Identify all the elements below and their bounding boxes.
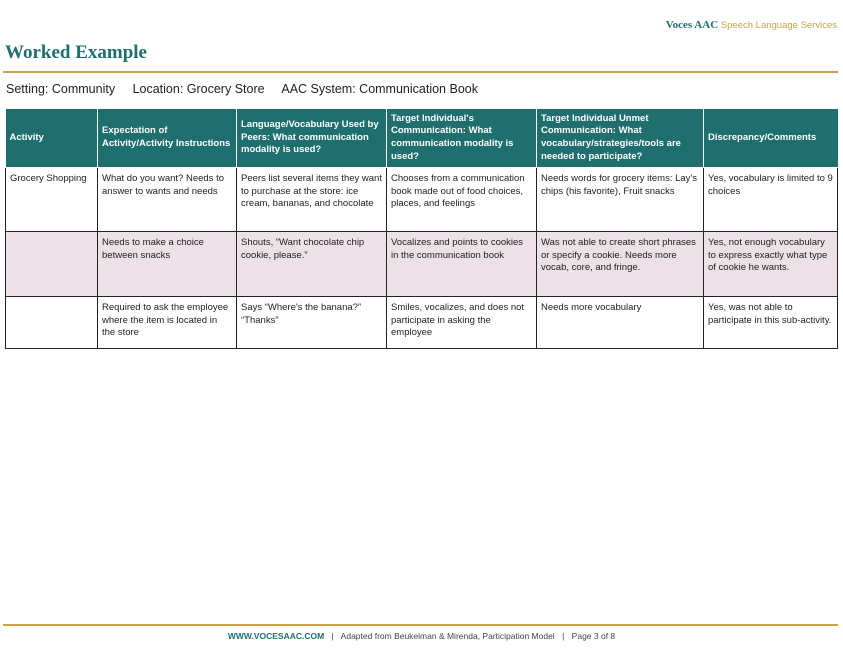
table-cell: Yes, was not able to participate in this sub-activity. <box>704 297 838 349</box>
table-cell: Yes, not enough vocabulary to express exactly what type of cookie he wants. <box>704 232 838 297</box>
table-header-row <box>6 109 838 168</box>
column-header: Discrepancy/Comments <box>704 109 838 168</box>
table-cell: Was not able to create short phrases or specify a cookie. Needs more vocab, core, and fringe. <box>537 232 704 297</box>
footer-credit: Adapted from Beukelman & Mirenda, Participation Model <box>340 631 555 641</box>
column-header: Expectation of Activity/Activity Instructions <box>98 109 237 168</box>
table-cell: Peers list several items they want to purchase at the store: ice cream, bananas, and chocolate <box>237 168 387 232</box>
brand-name: Voces AAC <box>665 19 719 31</box>
footer-separator: | <box>331 631 334 641</box>
setting-line <box>6 82 492 96</box>
table-cell <box>6 232 98 297</box>
table-cell: Smiles, vocalizes, and does not participate in asking the employee <box>387 297 537 349</box>
table-cell: Chooses from a communication book made out of food choices, places, and feelings <box>387 168 537 232</box>
setting-label: Setting: Community <box>6 82 116 96</box>
location-label: Location: Grocery Store <box>132 82 265 96</box>
header-divider <box>3 71 838 73</box>
table-cell: Yes, vocabulary is limited to 9 choices <box>704 168 838 232</box>
column-header: Target Individual's Communication: What communication modality is used? <box>387 109 537 168</box>
table-cell: Vocalizes and points to cookies in the communication book <box>387 232 537 297</box>
table-cell: Required to ask the employee where the item is located in the store <box>98 297 237 349</box>
page-footer <box>0 631 843 641</box>
column-header: Activity <box>6 109 98 168</box>
column-header: Target Individual Unmet Communication: What vocabulary/strategies/tools are needed to participate? <box>537 109 704 168</box>
table-cell: What do you want? Needs to answer to wants and needs <box>98 168 237 232</box>
column-header: Language/Vocabulary Used by Peers: What communication modality is used? <box>237 109 387 168</box>
brand-header <box>666 19 837 31</box>
aac-system-label: AAC System: Communication Book <box>281 82 478 96</box>
table-row <box>6 168 838 232</box>
brand-tagline: Speech Language Services <box>720 20 837 31</box>
table-cell: Grocery Shopping <box>6 168 98 232</box>
table-cell: Says “Where's the banana?” “Thanks” <box>237 297 387 349</box>
table-cell: Needs words for grocery items: Lay's chips (his favorite), Fruit snacks <box>537 168 704 232</box>
table-cell: Shouts, “Want chocolate chip cookie, please.” <box>237 232 387 297</box>
table-row <box>6 232 838 297</box>
table-row <box>6 297 838 349</box>
participation-table <box>5 109 838 349</box>
table-cell: Needs to make a choice between snacks <box>98 232 237 297</box>
table-cell <box>6 297 98 349</box>
table-cell: Needs more vocabulary <box>537 297 704 349</box>
footer-separator: | <box>562 631 565 641</box>
page-title: Worked Example <box>5 42 147 63</box>
page-number: Page 3 of 8 <box>571 631 616 641</box>
website-link[interactable]: WWW.VOCESAAC.COM <box>227 631 325 641</box>
footer-divider <box>3 624 838 626</box>
